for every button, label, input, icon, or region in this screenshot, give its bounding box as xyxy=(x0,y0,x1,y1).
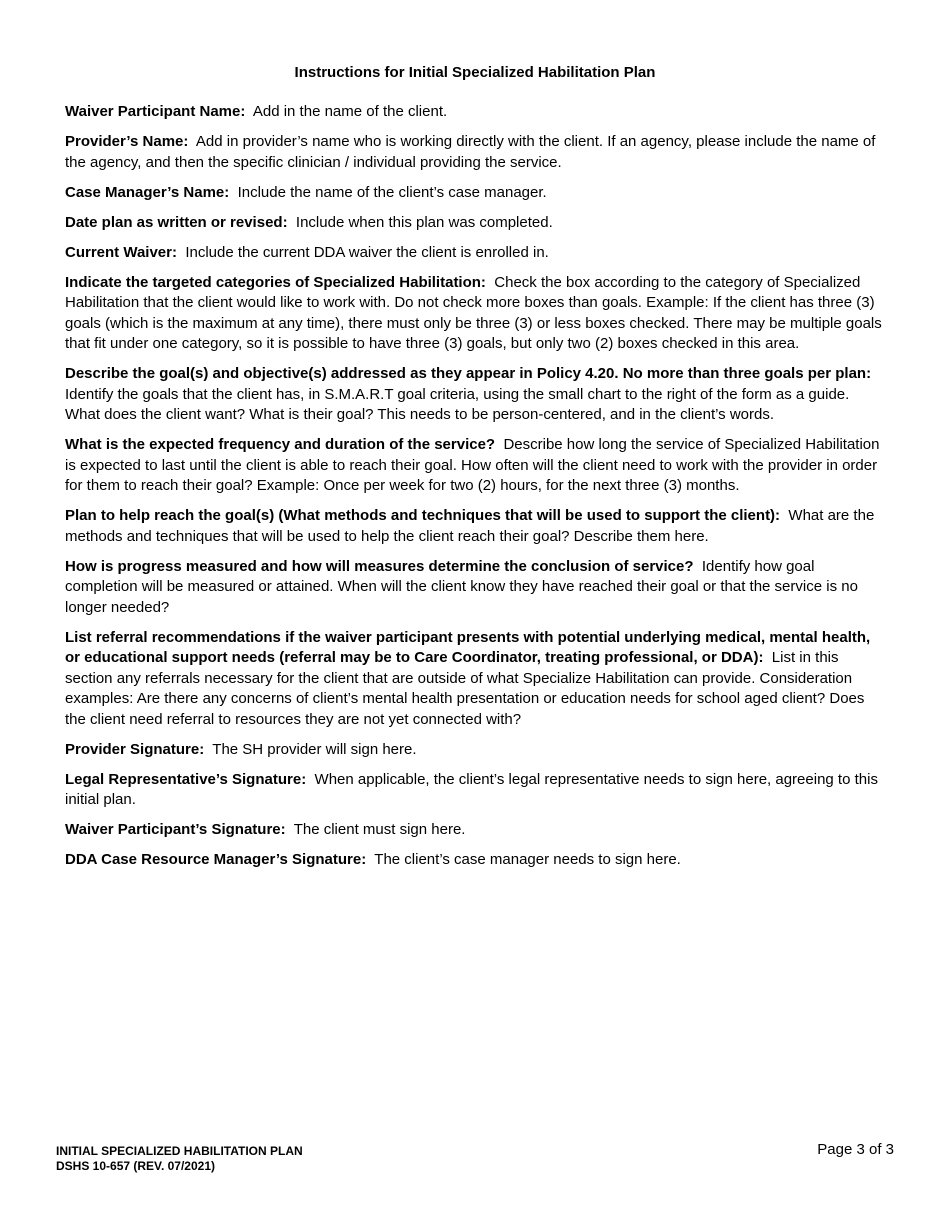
instruction-text: Identify how goal completion will be measured or attained. When will the client know they have reached their goal or that the service is no longer needed? xyxy=(65,557,858,616)
instruction-label: Indicate the targeted categories of Specialized Habilitation: xyxy=(65,273,486,291)
instruction-label: Provider’s Name: xyxy=(65,133,189,150)
instruction-text: List in this section any referrals necessary for the client that are outside of what Specialize Habilitation can provide. Consideration examples: Are there any concerns of client’s mental health presentation or education needs for school aged client? Does the client need referral to resources they are not yet connected with? xyxy=(65,649,865,728)
instruction-provider-name xyxy=(65,132,885,173)
form-footer xyxy=(56,1144,303,1174)
instruction-text: The SH provider will sign here. xyxy=(212,740,417,758)
instruction-waiver-participant-name xyxy=(65,102,885,123)
instruction-goals-objectives xyxy=(65,364,885,426)
instruction-date-plan xyxy=(65,213,885,234)
instruction-progress-measured xyxy=(65,557,885,619)
instruction-referral-recommendations xyxy=(65,628,885,731)
instruction-text: Check the box according to the category of Specialized Habilitation that the client would like to work with. Do not check more boxes than goals. Example: If the client has three (3) goals (which is the maximum at any time), there must only be three (3) or less boxes checked. There may be multiple goals that fit under one category, so it is possible to have three (3) goals, but only two (2) boxes checked in this area. xyxy=(65,273,882,352)
instruction-label: List referral recommendations if the waiver participant presents with potential underlying medical, mental health, or educational support needs (referral may be to Care Coordinator, treating professional, or DDA): xyxy=(65,628,871,666)
form-number: DSHS 10-657 (REV. 07/2021) xyxy=(56,1159,215,1173)
instruction-label: How is progress measured and how will measures determine the conclusion of service? xyxy=(65,557,694,575)
page-number: Page 3 of 3 xyxy=(817,1141,894,1158)
instruction-text: Identify the goals that the client has, in S.M.A.R.T goal criteria, using the small chart to the right of the form as a guide. What does the client want? What is their goal? This needs to be person-centered, and in the client’s words. xyxy=(65,385,850,423)
instruction-plan-methods xyxy=(65,506,885,547)
instruction-text: Include when this plan was completed. xyxy=(295,213,553,231)
instruction-text: Add in provider’s name who is working directly with the client. If an agency, please include the name of the agency, and then the specific clinician / individual providing the service. xyxy=(65,133,876,171)
instruction-current-waiver xyxy=(65,243,885,264)
instruction-label: Waiver Participant Name: xyxy=(65,103,246,120)
instructions-list xyxy=(65,102,885,880)
instruction-label: Plan to help reach the goal(s) (What methods and techniques that will be used to support the client): xyxy=(65,507,781,524)
instruction-text: When applicable, the client’s legal representative needs to sign here, agreeing to this initial plan. xyxy=(65,770,878,808)
instruction-text: What are the methods and techniques that will be used to help the client reach their goal? Describe them here. xyxy=(65,507,875,545)
instruction-case-manager-name xyxy=(65,183,885,204)
instruction-text: Include the name of the client’s case manager. xyxy=(237,183,547,201)
instruction-dda-crm-signature xyxy=(65,850,885,871)
instruction-label: Date plan as written or revised: xyxy=(65,213,288,231)
form-name: INITIAL SPECIALIZED HABILITATION PLAN xyxy=(56,1144,303,1158)
instruction-label: Legal Representative’s Signature: xyxy=(65,770,307,788)
instruction-text: Include the current DDA waiver the client is enrolled in. xyxy=(185,243,549,261)
instruction-text: The client’s case manager needs to sign here. xyxy=(374,851,681,868)
instruction-legal-rep-signature xyxy=(65,770,885,811)
instruction-label: What is the expected frequency and duration of the service? xyxy=(65,436,496,453)
instruction-participant-signature xyxy=(65,820,885,841)
instruction-label: Case Manager’s Name: xyxy=(65,183,230,201)
instruction-text: The client must sign here. xyxy=(293,821,466,838)
instruction-label: Describe the goal(s) and objective(s) addressed as they appear in Policy 4.20. No more than three goals per plan: xyxy=(65,365,872,382)
instruction-label: Provider Signature: xyxy=(65,740,205,758)
instruction-targeted-categories xyxy=(65,273,885,355)
page-title: Instructions for Initial Specialized Habilitation Plan xyxy=(294,64,656,81)
instruction-frequency-duration xyxy=(65,435,885,497)
instruction-text: Add in the name of the client. xyxy=(252,103,448,120)
instruction-label: Current Waiver: xyxy=(65,243,177,261)
instruction-provider-signature xyxy=(65,740,885,761)
instruction-text: Describe how long the service of Specialized Habilitation is expected to last until the client is able to reach their goal. How often will the client need to work with the provider in order for them to reach their goal? Example: Once per week for two (2) hours, for the next three (3) months. xyxy=(65,436,880,494)
instruction-label: DDA Case Resource Manager’s Signature: xyxy=(65,851,367,868)
instruction-label: Waiver Participant’s Signature: xyxy=(65,821,286,838)
